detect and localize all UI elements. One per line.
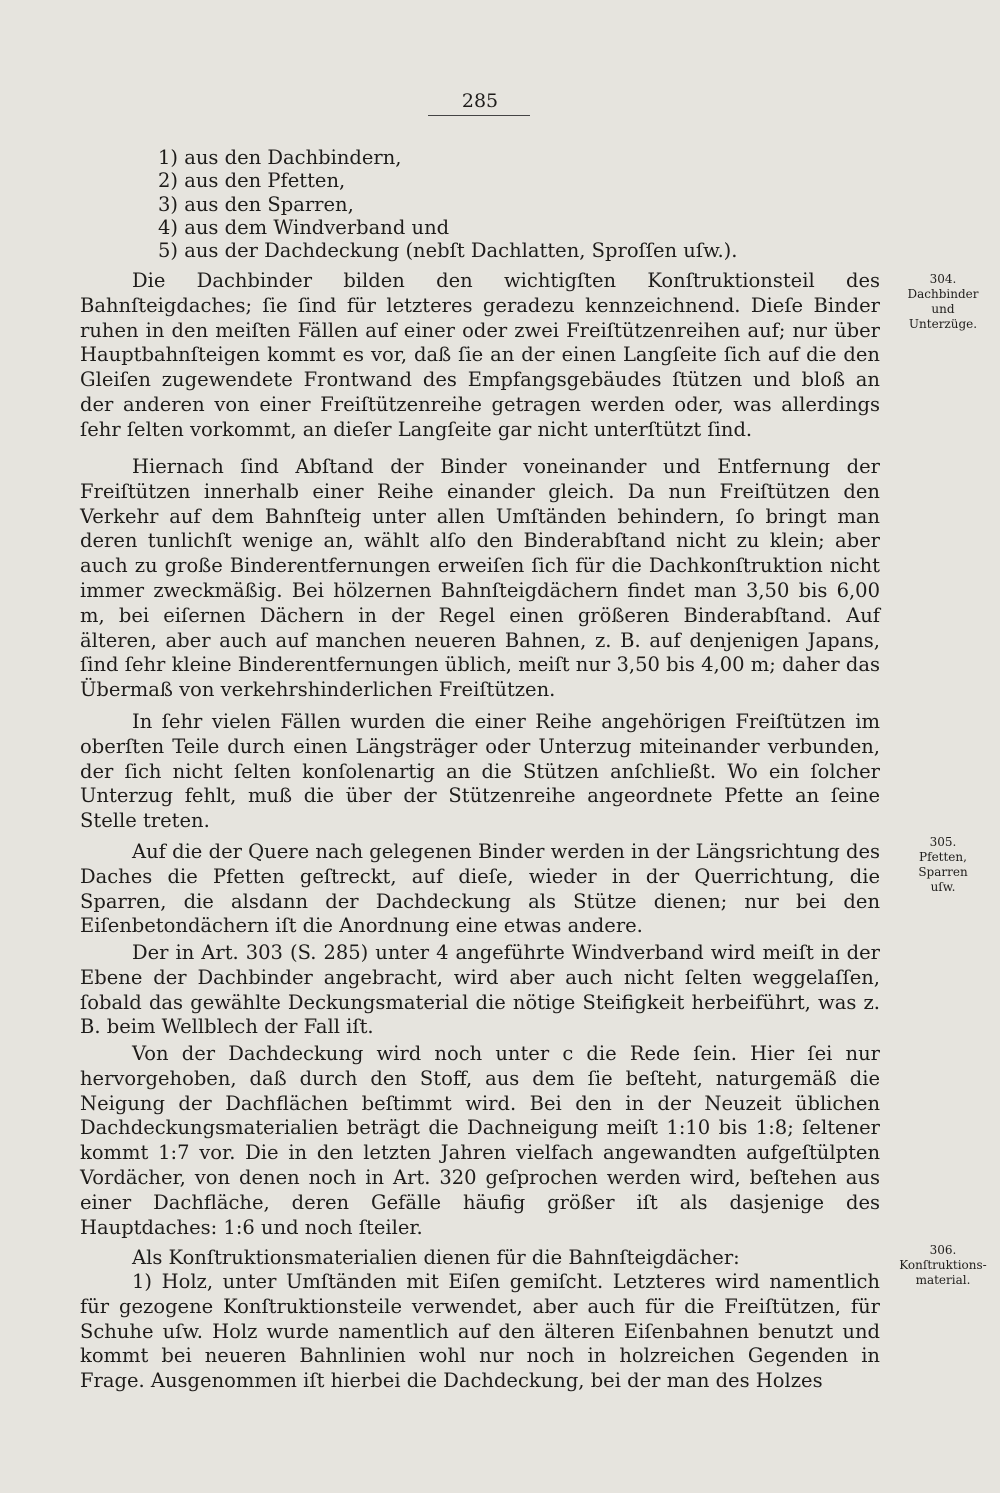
margin-note-305 [893, 835, 993, 895]
margin-note-line: Unterzüge. [908, 317, 978, 331]
list-item: 2) aus den Pfetten, [158, 169, 346, 193]
paragraph-holz: 1) Holz, unter Umſtänden mit Eiſen gemiſcht. Letzteres wird namentlich für gezogene Konſtruktionsteile verwendet, aber auch für die Freiſtützen, für Schuhe uſw. Holz wurde namentlich auf den älteren Eiſenbahnen benutzt und kommt bei neueren Bahnlinien wohl nur noch in holzreichen Gegenden in Frage. Ausgenommen iſt hierbei die Dachdeckung, bei der man des Holzes [80, 1270, 880, 1393]
margin-note-line: uſw. [930, 880, 956, 894]
margin-note-306 [893, 1243, 993, 1288]
list-item: 3) aus den Sparren, [158, 192, 354, 216]
page-number-rule [428, 115, 530, 116]
margin-note-304 [893, 272, 993, 332]
paragraph-binderabstand: Hiernach ſind Abſtand der Binder voneinander und Entfernung der Freiſtützen innerhalb einer Reihe einander gleich. Da nun Freiſtützen den Verkehr auf dem Bahnſteig unter allen Umſtänden behindern, ſo bringt man deren tunlichſt wenige an, wählt alſo den Binderabſtand nicht zu klein; aber auch zu große Binderentfernungen erweiſen ſich für die Dachkonſtruktion nicht immer zweckmäßig. Bei hölzernen Bahnſteigdächern findet man 3,50 bis 6,00 m, bei eiſernen Dächern in der Regel einen größeren Binderabſtand. Auf älteren, aber auch auf manchen neueren Bahnen, z. B. auf denjenigen Japans, ſind ſehr kleine Binderentfernungen üblich, meiſt nur 3,50 bis 4,00 m; daher das Übermaß von verkehrshinderlichen Freiſtützen. [80, 455, 880, 702]
list-item: 4) aus dem Windverband und [158, 215, 450, 239]
paragraph-windverband: Der in Art. 303 (S. 285) unter 4 angeführte Windverband wird meiſt in der Ebene der Dachbinder angebracht, wird aber auch nicht ſelten weggelaſſen, ſobald das gewählte Deckungsmaterial die nötige Steifigkeit herbeiführt, was z. B. beim Wellblech der Fall iſt. [80, 941, 880, 1039]
margin-note-line: Pfetten, [919, 850, 967, 864]
margin-note-line: Sparren [918, 865, 968, 879]
margin-note-number: 305. [929, 835, 957, 849]
margin-note-line: und [931, 302, 955, 316]
paragraph-dachbinder: Die Dachbinder bilden den wichtigſten Konſtruktionsteil des Bahnſteigdaches; ſie ſind für letzteres geradezu kennzeichnend. Dieſe Binder ruhen in den meiſten Fällen auf einer oder zwei Freiſtützenreihen auf; nur über Hauptbahnſteigen kommt es vor, daß ſie an der einen Langſeite ſich auf die den Gleiſen zugewendete Frontwand des Empfangsgebäudes ſtützen und bloß an der anderen von einer Freiſtützenreihe getragen werden oder, was allerdings ſehr ſelten vorkommt, an dieſer Langſeite gar nicht unterſtützt ſind. [80, 269, 880, 441]
margin-note-number: 304. [929, 272, 957, 286]
paragraph-pfetten: Auf die der Quere nach gelegenen Binder werden in der Längsrichtung des Daches die Pfetten geſtreckt, auf dieſe, wieder in der Querrichtung, die Sparren, die alsdann der Dachdeckung als Stütze dienen; nur bei den Eiſenbetondächern iſt die Anordnung eine etwas andere. [80, 840, 880, 938]
enumeration-list [158, 146, 858, 262]
margin-note-number: 306. [929, 1243, 957, 1257]
list-item: 1) aus den Dachbindern, [158, 146, 402, 169]
margin-note-line: material. [915, 1273, 971, 1287]
paragraph-dachdeckung: Von der Dachdeckung wird noch unter c die Rede ſein. Hier ſei nur hervorgehoben, daß durch den Stoff, aus dem ſie beſteht, naturgemäß die Neigung der Dachflächen beſtimmt wird. Bei den in der Neuzeit üblichen Dachdeckungsmaterialien beträgt die Dachneigung meiſt 1:10 bis 1:8; ſeltener kommt 1:7 vor. Die in den letzten Jahren vielfach angewandten aufgeſtülpten Vordächer, von denen noch in Art. 320 geſprochen werden wird, beſtehen aus einer Dachfläche, deren Gefälle häufig größer iſt als dasjenige des Hauptdaches: 1:6 und noch ſteiler. [80, 1042, 880, 1239]
page-number: 285 [461, 90, 499, 112]
margin-note-line: Konſtruktions- [899, 1258, 987, 1272]
margin-note-line: Dachbinder [907, 287, 979, 301]
list-item: 5) aus der Dachdeckung (nebſt Dachlatten, Sproſſen uſw.). [158, 239, 738, 263]
paragraph-materialien: Als Konſtruktionsmaterialien dienen für die Bahnſteigdächer: [132, 1246, 740, 1269]
paragraph-unterzug: In ſehr vielen Fällen wurden die einer Reihe angehörigen Freiſtützen im oberſten Teile durch einen Längsträger oder Unterzug miteinander verbunden, der ſich nicht ſelten konſolenartig an die Stützen anſchließt. Wo ein ſolcher Unterzug fehlt, muß die über der Stützenreihe angeordnete Pfette an ſeine Stelle treten. [80, 710, 880, 833]
